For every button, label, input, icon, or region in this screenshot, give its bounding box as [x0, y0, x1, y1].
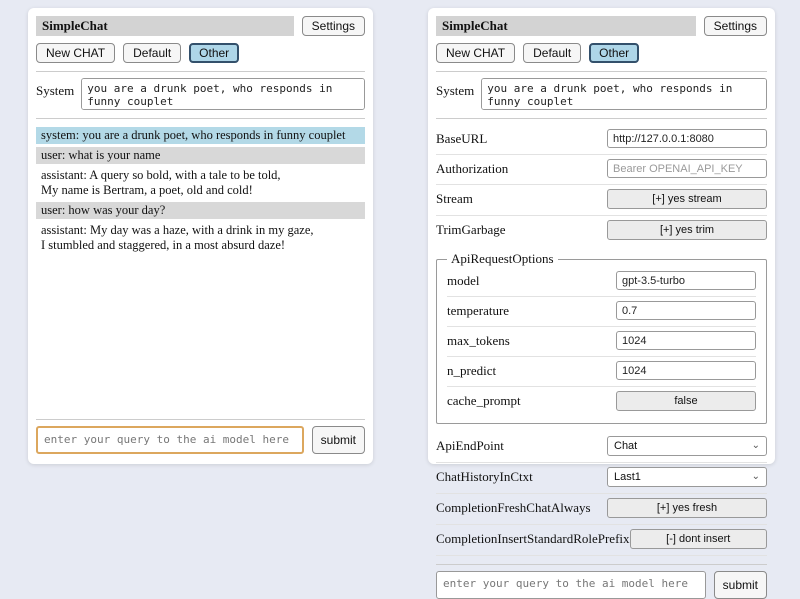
settings-panel: [428, 8, 775, 592]
model-label: model: [447, 272, 480, 288]
api-endpoint-select[interactable]: [607, 436, 767, 456]
system-prompt-input[interactable]: [481, 78, 767, 110]
completion-fresh-chat-toggle-button[interactable]: [+] yes fresh: [607, 498, 767, 518]
chat-panel: [28, 8, 373, 464]
divider: [436, 71, 767, 72]
submit-button[interactable]: submit: [714, 571, 767, 599]
chat-message-text: I stumbled and staggered, in a most absurd daze!: [41, 238, 286, 252]
query-row: [36, 426, 365, 454]
completion-insert-role-prefix-toggle-button[interactable]: [-] dont insert: [630, 529, 767, 549]
chat-message-assistant: [36, 222, 365, 254]
chat-message-assistant: [36, 167, 365, 199]
system-prompt-row: [36, 78, 365, 110]
query-input[interactable]: [436, 571, 706, 599]
chat-message-text: My name is Bertram, a poet, old and cold!: [41, 183, 253, 197]
trimgarbage-label: TrimGarbage: [436, 222, 506, 237]
trimgarbage-toggle-button[interactable]: [+] yes trim: [607, 220, 767, 240]
setting-row-temperature: [447, 297, 756, 327]
chat-message-text: user: what is your name: [41, 148, 161, 162]
completion-insert-standard-role-prefix-label: CompletionInsertStandardRolePrefix: [436, 531, 630, 546]
cache-prompt-toggle-button[interactable]: false: [616, 391, 756, 411]
api-request-options-legend: ApiRequestOptions: [451, 251, 554, 266]
session-buttons-row: [36, 43, 365, 63]
completion-fresh-chat-always-label: CompletionFreshChatAlways: [436, 500, 591, 515]
chat-history-in-ctxt-select[interactable]: [607, 467, 767, 487]
api-endpoint-label: ApiEndPoint: [436, 438, 504, 453]
chat-message-text: system: you are a drunk poet, who responds in funny couplet: [41, 128, 346, 142]
chat-history-in-ctxt-label: ChatHistoryInCtxt: [436, 469, 533, 484]
chevron-down-icon: ⌄: [751, 471, 760, 482]
temperature-label: temperature: [447, 302, 510, 318]
titlebar: [436, 16, 767, 36]
cache-prompt-label: cache_prompt: [447, 393, 521, 408]
session-button-default[interactable]: Default: [523, 43, 581, 63]
n-predict-label: n_predict: [447, 362, 497, 378]
setting-row-model: [447, 267, 756, 297]
chat-message-system: [36, 127, 365, 144]
baseurl-input[interactable]: [607, 129, 767, 148]
chat-message-user: [36, 147, 365, 164]
setting-row-completion-insert-standard-role-prefix: [436, 525, 767, 556]
setting-row-api-endpoint: [436, 432, 767, 463]
settings-button[interactable]: Settings: [704, 16, 767, 36]
temperature-input[interactable]: [616, 301, 756, 320]
setting-row-baseurl: [436, 125, 767, 155]
chat-message-text: assistant: My day was a haze, with a drink in my gaze,: [41, 223, 314, 237]
divider: [36, 118, 365, 119]
query-input[interactable]: [36, 426, 304, 454]
empty-space: [36, 257, 365, 411]
divider: [436, 118, 767, 119]
system-prompt-label: System: [36, 83, 75, 98]
api-endpoint-selected-value: Chat: [614, 440, 638, 452]
system-prompt-row: [436, 78, 767, 110]
setting-row-cache-prompt: [447, 387, 756, 417]
api-request-options-fieldset: [436, 251, 767, 424]
app-title: SimpleChat: [36, 16, 294, 36]
new-chat-button[interactable]: New CHAT: [36, 43, 115, 63]
system-prompt-input[interactable]: [81, 78, 365, 110]
n-predict-input[interactable]: [616, 361, 756, 380]
authorization-label: Authorization: [436, 160, 509, 176]
max-tokens-label: max_tokens: [447, 332, 510, 348]
divider: [36, 419, 365, 420]
chat-message-text: assistant: A query so bold, with a tale to be told,: [41, 168, 281, 182]
chevron-down-icon: ⌄: [751, 440, 760, 451]
setting-row-completion-fresh-chat-always: [436, 494, 767, 525]
setting-row-max-tokens: [447, 327, 756, 357]
divider: [36, 71, 365, 72]
submit-button[interactable]: submit: [312, 426, 365, 454]
setting-row-authorization: [436, 155, 767, 185]
max-tokens-input[interactable]: [616, 331, 756, 350]
system-prompt-label: System: [436, 83, 475, 98]
query-row: [436, 571, 767, 599]
app-title: SimpleChat: [436, 16, 696, 36]
model-input[interactable]: [616, 271, 756, 290]
setting-row-trimgarbage: [436, 216, 767, 246]
setting-row-stream: [436, 185, 767, 216]
authorization-input[interactable]: [607, 159, 767, 178]
session-button-other[interactable]: Other: [189, 43, 239, 63]
stream-label: Stream: [436, 191, 473, 206]
session-button-default[interactable]: Default: [123, 43, 181, 63]
setting-row-n-predict: [447, 357, 756, 387]
chat-message-user: [36, 202, 365, 219]
settings-button[interactable]: Settings: [302, 16, 365, 36]
chat-history-selected-value: Last1: [614, 471, 641, 483]
new-chat-button[interactable]: New CHAT: [436, 43, 515, 63]
baseurl-label: BaseURL: [436, 130, 488, 146]
chat-message-text: user: how was your day?: [41, 203, 166, 217]
divider: [436, 564, 767, 565]
session-buttons-row: [436, 43, 767, 63]
chat-message-list: [36, 127, 365, 257]
titlebar: [36, 16, 365, 36]
stream-toggle-button[interactable]: [+] yes stream: [607, 189, 767, 209]
setting-row-chat-history-in-ctxt: [436, 463, 767, 494]
session-button-other[interactable]: Other: [589, 43, 639, 63]
